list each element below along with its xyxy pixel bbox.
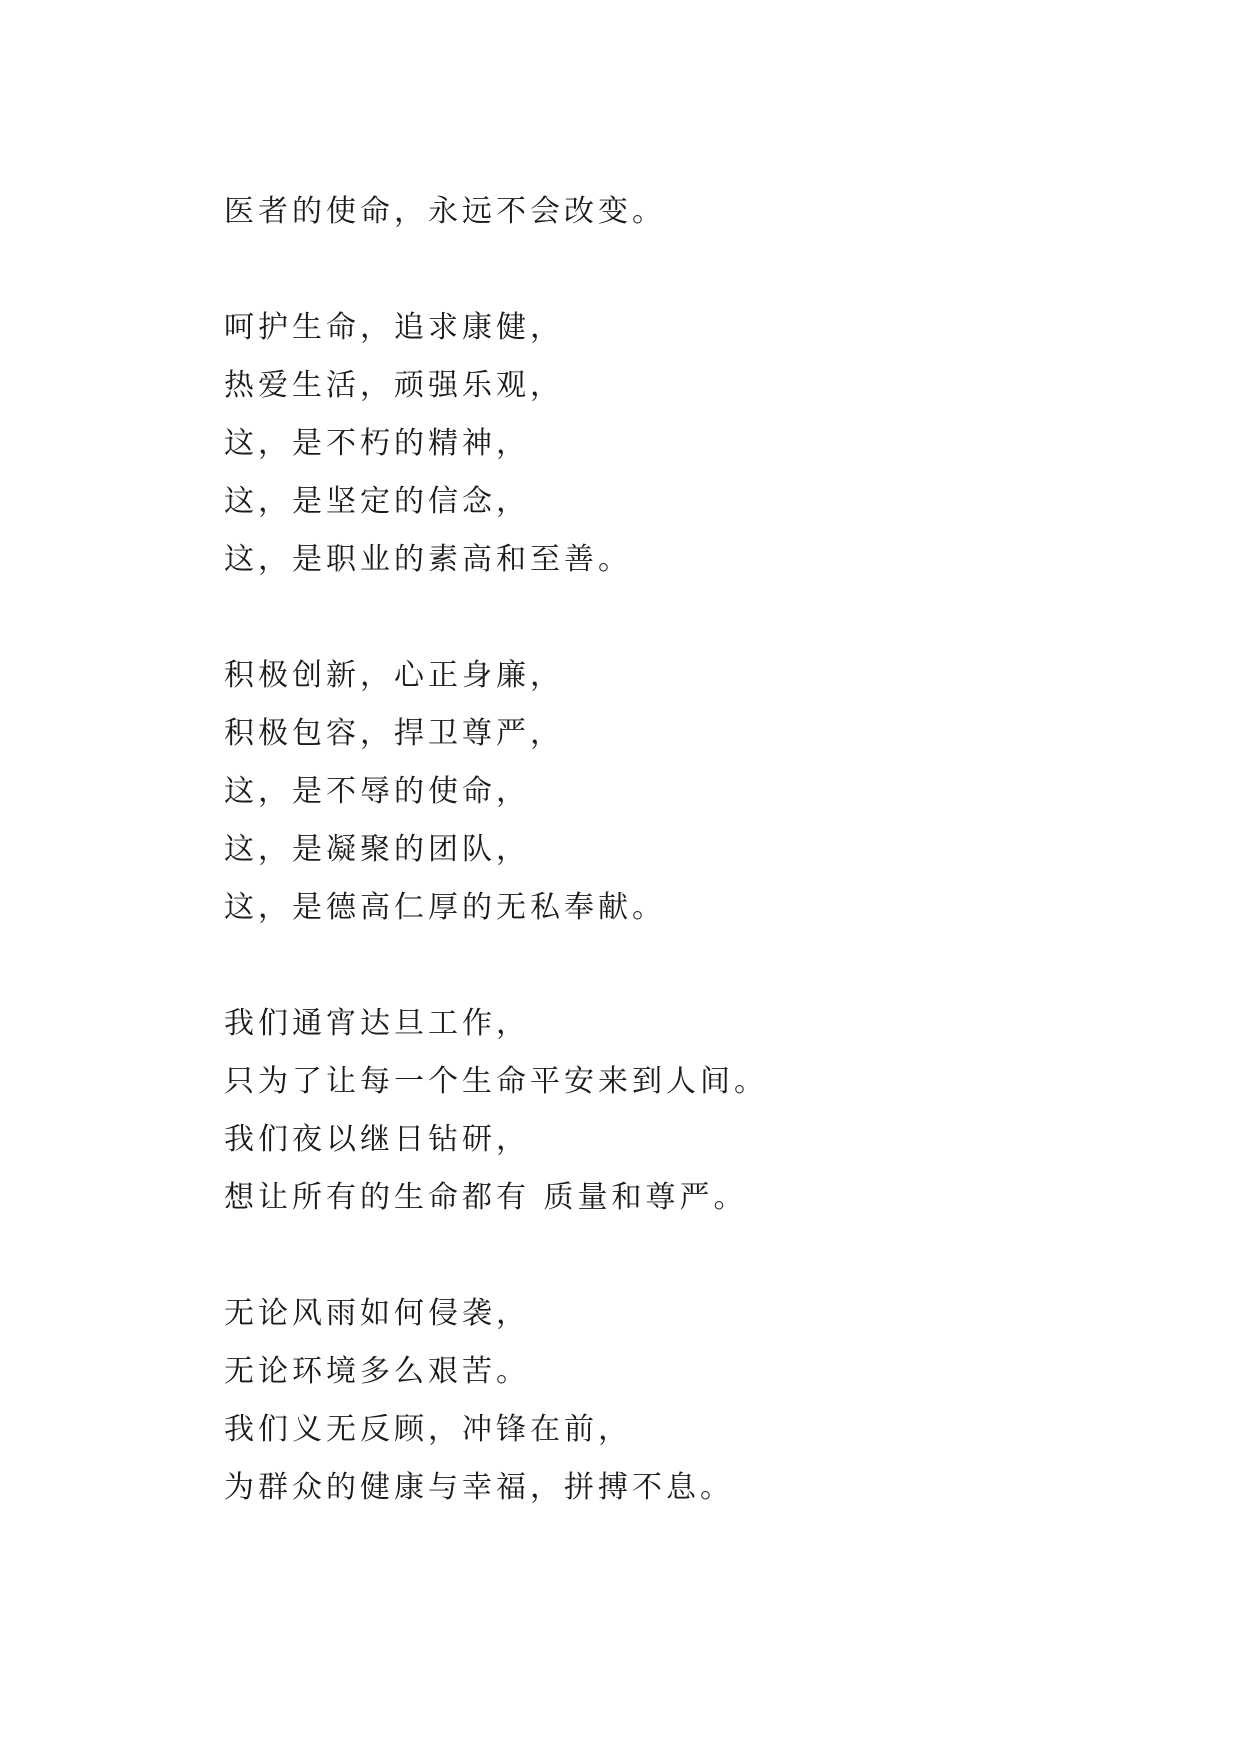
poem-line: 呵护生命，追求康健， <box>224 310 564 345</box>
poem-line: 这，是职业的素高和至善。 <box>224 542 632 577</box>
poem-line: 积极创新，心正身廉， <box>224 658 564 693</box>
poem-line: 我们通宵达旦工作， <box>224 1006 530 1041</box>
poem-line: 我们夜以继日钻研， <box>224 1122 530 1157</box>
poem-line: 这，是不辱的使命， <box>224 774 530 809</box>
stanza-gap <box>224 241 1124 299</box>
poem-line: 这，是德高仁厚的无私奉献。 <box>224 890 666 925</box>
stanza-gap <box>224 937 1124 995</box>
stanza-4 <box>224 995 1124 1227</box>
poem-body <box>224 183 1124 1517</box>
poem-line: 只为了让每一个生命平安来到人间。 <box>224 1064 768 1099</box>
poem-line: 医者的使命，永远不会改变。 <box>224 194 666 229</box>
poem-line: 这，是凝聚的团队， <box>224 832 530 867</box>
stanza-2 <box>224 299 1124 589</box>
poem-line: 无论环境多么艰苦。 <box>224 1354 530 1389</box>
poem-line: 这，是不朽的精神， <box>224 426 530 461</box>
poem-line: 为群众的健康与幸福，拼搏不息。 <box>224 1470 734 1505</box>
poem-line: 我们义无反顾，冲锋在前， <box>224 1412 632 1447</box>
poem-line: 积极包容，捍卫尊严， <box>224 716 564 751</box>
stanza-1 <box>224 183 1124 241</box>
stanza-3 <box>224 647 1124 937</box>
poem-line: 这，是坚定的信念， <box>224 484 530 519</box>
stanza-5 <box>224 1285 1124 1517</box>
poem-line: 想让所有的生命都有 质量和尊严。 <box>224 1180 748 1215</box>
stanza-gap <box>224 589 1124 647</box>
poem-line: 热爱生活，顽强乐观， <box>224 368 564 403</box>
stanza-gap <box>224 1227 1124 1285</box>
poem-line: 无论风雨如何侵袭， <box>224 1296 530 1331</box>
